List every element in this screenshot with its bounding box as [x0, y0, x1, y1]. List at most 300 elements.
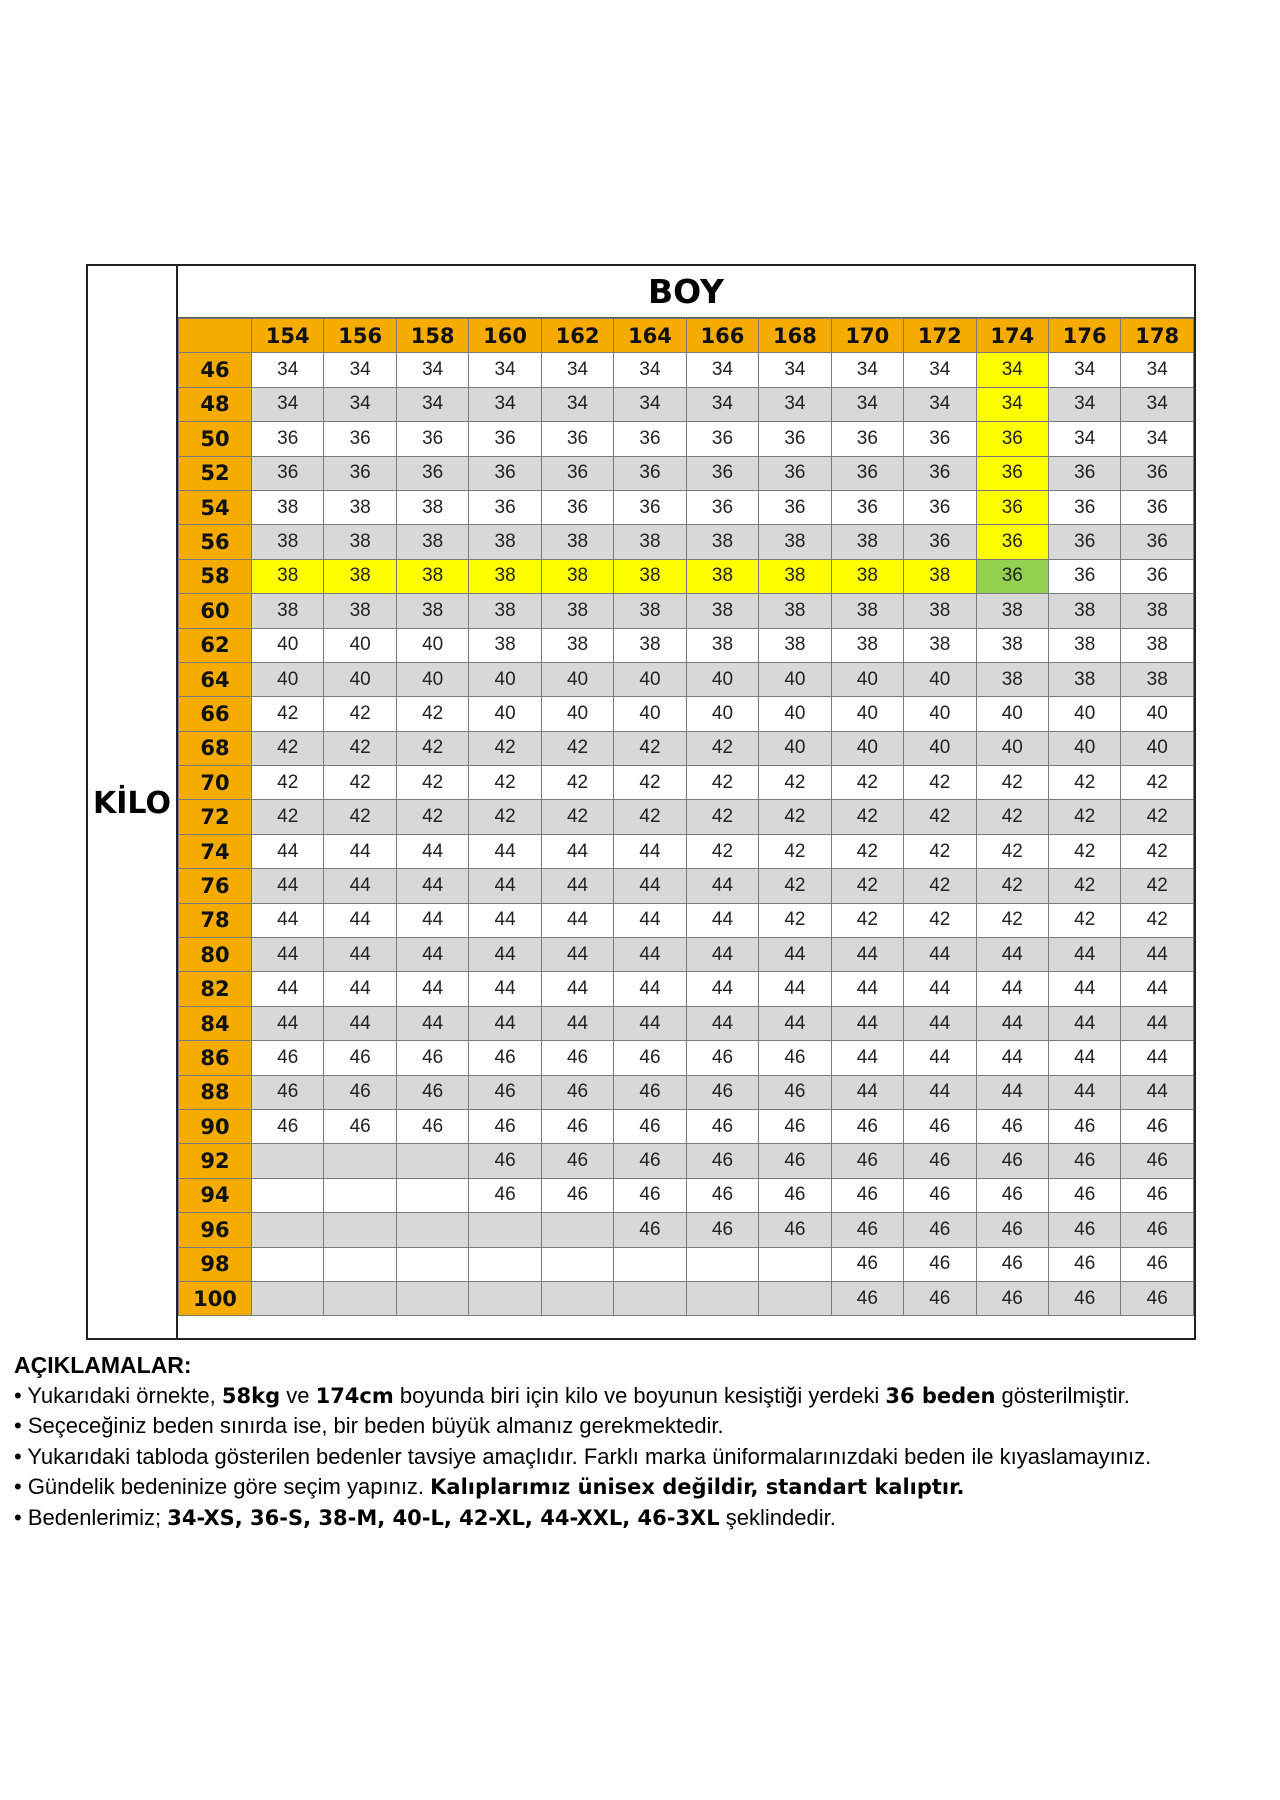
size-cell: 42 — [831, 903, 903, 937]
size-cell: 44 — [1048, 1006, 1120, 1040]
size-cell: 36 — [976, 525, 1048, 559]
note-line-4 — [14, 1472, 1264, 1503]
size-cell: 42 — [904, 903, 976, 937]
size-cell: 42 — [976, 869, 1048, 903]
size-cell: 44 — [252, 938, 324, 972]
weight-header-cell: 80 — [179, 938, 252, 972]
weight-header-cell: 62 — [179, 628, 252, 662]
size-cell: 40 — [904, 662, 976, 696]
size-cell: 34 — [614, 387, 686, 421]
size-cell: 44 — [1048, 1075, 1120, 1109]
size-cell: 34 — [831, 387, 903, 421]
size-cell: 44 — [396, 972, 468, 1006]
size-cell: 42 — [1048, 869, 1120, 903]
size-table — [178, 318, 1194, 1316]
size-cell: 36 — [1048, 559, 1120, 593]
size-cell: 38 — [686, 559, 758, 593]
size-cell: 34 — [541, 353, 613, 387]
size-cell: 46 — [1048, 1281, 1120, 1315]
note-bold: 36 beden — [885, 1383, 996, 1408]
size-cell: 46 — [904, 1213, 976, 1247]
corner-cell — [179, 319, 252, 353]
size-cell: 46 — [252, 1041, 324, 1075]
size-cell: 40 — [541, 662, 613, 696]
size-cell: 46 — [1121, 1213, 1194, 1247]
size-cell: 36 — [976, 490, 1048, 524]
size-cell: 40 — [904, 731, 976, 765]
size-cell: 36 — [686, 422, 758, 456]
size-cell: 44 — [541, 972, 613, 1006]
note-text: • Yukarıdaki örnekte, — [14, 1382, 222, 1408]
table-row — [179, 662, 1194, 696]
size-cell: 38 — [759, 559, 831, 593]
size-cell: 38 — [469, 525, 541, 559]
size-cell: 42 — [1121, 766, 1194, 800]
size-cell: 46 — [614, 1213, 686, 1247]
size-cell: 42 — [759, 869, 831, 903]
weight-header-cell: 70 — [179, 766, 252, 800]
size-cell: 40 — [541, 697, 613, 731]
size-cell: 44 — [831, 1075, 903, 1109]
size-cell: 42 — [1048, 766, 1120, 800]
size-cell: 44 — [469, 1006, 541, 1040]
size-cell: 38 — [252, 490, 324, 524]
height-header-cell: 170 — [831, 319, 903, 353]
size-cell: 46 — [686, 1213, 758, 1247]
size-cell: 36 — [976, 559, 1048, 593]
size-cell: 36 — [541, 490, 613, 524]
size-cell: 44 — [252, 834, 324, 868]
size-cell — [252, 1281, 324, 1315]
size-cell: 42 — [976, 766, 1048, 800]
size-cell: 36 — [469, 490, 541, 524]
size-cell: 42 — [1121, 800, 1194, 834]
size-cell: 42 — [396, 697, 468, 731]
size-cell: 46 — [541, 1041, 613, 1075]
size-cell: 46 — [976, 1213, 1048, 1247]
size-cell: 40 — [252, 628, 324, 662]
size-cell: 46 — [831, 1247, 903, 1281]
size-cell: 38 — [686, 594, 758, 628]
size-cell: 36 — [396, 422, 468, 456]
size-cell: 40 — [324, 662, 396, 696]
size-cell: 46 — [614, 1109, 686, 1143]
size-cell: 38 — [614, 525, 686, 559]
size-cell: 36 — [831, 490, 903, 524]
size-cell: 42 — [686, 731, 758, 765]
size-cell — [396, 1281, 468, 1315]
note-line-2: • Seçeceğiniz beden sınırda ise, bir beden büyük almanız gerekmektedir. — [14, 1413, 724, 1438]
size-cell: 38 — [324, 594, 396, 628]
size-cell: 40 — [396, 628, 468, 662]
note-text: ve — [280, 1382, 316, 1408]
size-cell: 46 — [904, 1144, 976, 1178]
size-cell: 44 — [396, 869, 468, 903]
size-cell: 46 — [1121, 1247, 1194, 1281]
size-cell: 34 — [759, 353, 831, 387]
size-cell: 42 — [759, 903, 831, 937]
table-row — [179, 697, 1194, 731]
height-header-cell: 178 — [1121, 319, 1194, 353]
size-cell: 36 — [831, 422, 903, 456]
table-row — [179, 972, 1194, 1006]
size-cell: 44 — [541, 869, 613, 903]
size-cell: 38 — [396, 594, 468, 628]
size-cell — [469, 1247, 541, 1281]
size-cell: 42 — [831, 869, 903, 903]
size-cell: 42 — [904, 766, 976, 800]
table-row — [179, 353, 1194, 387]
size-cell: 36 — [1048, 490, 1120, 524]
size-cell: 42 — [904, 834, 976, 868]
size-cell: 40 — [614, 697, 686, 731]
weight-header-cell: 86 — [179, 1041, 252, 1075]
size-cell: 42 — [469, 731, 541, 765]
size-cell — [396, 1144, 468, 1178]
size-cell: 46 — [469, 1178, 541, 1212]
size-cell: 44 — [614, 972, 686, 1006]
height-header-cell: 156 — [324, 319, 396, 353]
size-cell: 34 — [324, 353, 396, 387]
size-cell: 36 — [759, 422, 831, 456]
size-cell: 42 — [614, 731, 686, 765]
table-row — [179, 1281, 1194, 1315]
size-cell: 38 — [831, 559, 903, 593]
size-cell: 44 — [904, 1041, 976, 1075]
size-cell: 44 — [541, 834, 613, 868]
size-cell: 38 — [759, 594, 831, 628]
size-cell: 46 — [759, 1041, 831, 1075]
size-cell: 38 — [324, 525, 396, 559]
size-cell: 46 — [1048, 1213, 1120, 1247]
size-cell: 34 — [976, 353, 1048, 387]
size-cell: 46 — [686, 1041, 758, 1075]
height-header-cell: 172 — [904, 319, 976, 353]
size-cell: 44 — [396, 1006, 468, 1040]
weight-header-cell: 60 — [179, 594, 252, 628]
size-cell: 42 — [252, 731, 324, 765]
size-cell: 46 — [1048, 1247, 1120, 1281]
height-header-row — [179, 319, 1194, 353]
size-cell: 34 — [1121, 387, 1194, 421]
size-cell — [541, 1213, 613, 1247]
size-cell: 34 — [469, 387, 541, 421]
size-cell: 46 — [831, 1109, 903, 1143]
table-row — [179, 1109, 1194, 1143]
size-cell: 36 — [1121, 490, 1194, 524]
size-cell: 44 — [976, 938, 1048, 972]
size-cell: 44 — [469, 972, 541, 1006]
size-cell: 44 — [831, 938, 903, 972]
size-cell: 42 — [252, 800, 324, 834]
size-cell: 44 — [831, 972, 903, 1006]
size-cell: 36 — [469, 456, 541, 490]
size-cell: 44 — [324, 903, 396, 937]
size-cell: 42 — [831, 834, 903, 868]
height-header-cell: 164 — [614, 319, 686, 353]
height-header-cell: 176 — [1048, 319, 1120, 353]
size-cell: 40 — [469, 662, 541, 696]
size-cell: 44 — [324, 869, 396, 903]
size-cell — [324, 1247, 396, 1281]
table-row — [179, 1041, 1194, 1075]
size-cell: 42 — [324, 800, 396, 834]
size-cell: 44 — [324, 834, 396, 868]
size-cell — [469, 1281, 541, 1315]
size-cell: 42 — [614, 766, 686, 800]
size-cell: 42 — [976, 834, 1048, 868]
table-row — [179, 387, 1194, 421]
size-cell: 44 — [686, 972, 758, 1006]
weight-header-cell: 78 — [179, 903, 252, 937]
note-text: • Gündelik bedeninize göre seçim yapınız. — [14, 1474, 431, 1499]
size-cell: 46 — [759, 1178, 831, 1212]
size-cell: 42 — [396, 766, 468, 800]
weight-header-cell: 64 — [179, 662, 252, 696]
kilo-axis-label: KİLO — [93, 786, 171, 821]
size-cell: 42 — [1048, 834, 1120, 868]
size-table-body — [179, 353, 1194, 1316]
table-row — [179, 1075, 1194, 1109]
size-cell: 40 — [1121, 731, 1194, 765]
size-cell: 46 — [1121, 1281, 1194, 1315]
size-cell: 42 — [904, 800, 976, 834]
size-cell: 46 — [831, 1281, 903, 1315]
size-cell: 42 — [1048, 903, 1120, 937]
size-cell: 38 — [831, 594, 903, 628]
size-cell: 36 — [324, 456, 396, 490]
weight-header-cell: 96 — [179, 1213, 252, 1247]
size-cell: 34 — [469, 353, 541, 387]
size-cell: 38 — [904, 559, 976, 593]
size-cell: 46 — [1048, 1109, 1120, 1143]
table-row — [179, 1213, 1194, 1247]
size-cell: 46 — [1048, 1144, 1120, 1178]
size-cell: 38 — [759, 628, 831, 662]
size-cell: 34 — [904, 353, 976, 387]
weight-header-cell: 56 — [179, 525, 252, 559]
size-cell: 34 — [252, 387, 324, 421]
size-cell: 38 — [541, 559, 613, 593]
size-cell: 40 — [396, 662, 468, 696]
size-cell: 42 — [759, 766, 831, 800]
size-cell: 38 — [686, 525, 758, 559]
size-cell: 42 — [469, 800, 541, 834]
size-cell: 40 — [1048, 731, 1120, 765]
size-cell: 44 — [1121, 938, 1194, 972]
size-cell: 44 — [614, 938, 686, 972]
size-cell: 34 — [686, 387, 758, 421]
size-cell: 46 — [614, 1075, 686, 1109]
size-cell: 42 — [1048, 800, 1120, 834]
size-cell: 42 — [759, 800, 831, 834]
size-cell: 44 — [252, 903, 324, 937]
size-cell: 34 — [396, 353, 468, 387]
size-cell: 42 — [1121, 869, 1194, 903]
size-cell: 46 — [1048, 1178, 1120, 1212]
size-cell: 42 — [324, 731, 396, 765]
size-cell: 40 — [469, 697, 541, 731]
table-row — [179, 559, 1194, 593]
size-cell: 34 — [396, 387, 468, 421]
size-cell: 44 — [686, 1006, 758, 1040]
size-cell: 38 — [976, 628, 1048, 662]
size-cell: 46 — [614, 1178, 686, 1212]
size-cell: 44 — [759, 972, 831, 1006]
weight-header-cell: 50 — [179, 422, 252, 456]
size-cell: 44 — [686, 903, 758, 937]
size-cell: 36 — [686, 456, 758, 490]
weight-header-cell: 72 — [179, 800, 252, 834]
weight-header-cell: 76 — [179, 869, 252, 903]
size-cell: 36 — [1048, 525, 1120, 559]
size-cell: 38 — [541, 594, 613, 628]
size-cell: 44 — [469, 869, 541, 903]
weight-header-cell: 94 — [179, 1178, 252, 1212]
size-cell: 36 — [469, 422, 541, 456]
height-header-cell: 174 — [976, 319, 1048, 353]
size-cell — [614, 1247, 686, 1281]
size-cell: 44 — [324, 1006, 396, 1040]
size-cell: 34 — [1048, 422, 1120, 456]
size-cell: 34 — [759, 387, 831, 421]
size-cell: 46 — [1121, 1178, 1194, 1212]
size-cell: 46 — [1121, 1109, 1194, 1143]
size-cell: 42 — [541, 731, 613, 765]
table-row — [179, 834, 1194, 868]
size-cell: 42 — [686, 834, 758, 868]
size-cell: 46 — [759, 1075, 831, 1109]
weight-header-cell: 82 — [179, 972, 252, 1006]
size-cell: 42 — [252, 697, 324, 731]
size-cell: 46 — [759, 1213, 831, 1247]
size-cell: 46 — [904, 1281, 976, 1315]
size-cell — [396, 1247, 468, 1281]
size-cell: 42 — [541, 766, 613, 800]
size-cell: 38 — [252, 525, 324, 559]
size-cell: 44 — [831, 1006, 903, 1040]
size-cell: 38 — [252, 594, 324, 628]
size-cell: 44 — [686, 938, 758, 972]
table-row — [179, 766, 1194, 800]
size-cell: 42 — [904, 869, 976, 903]
size-cell: 40 — [976, 697, 1048, 731]
size-cell: 38 — [1121, 594, 1194, 628]
weight-header-cell: 74 — [179, 834, 252, 868]
size-cell: 36 — [396, 456, 468, 490]
size-cell: 46 — [324, 1041, 396, 1075]
size-cell: 38 — [831, 525, 903, 559]
size-cell: 34 — [252, 353, 324, 387]
size-cell: 44 — [614, 1006, 686, 1040]
size-cell: 42 — [252, 766, 324, 800]
size-cell: 46 — [904, 1178, 976, 1212]
size-cell: 44 — [1121, 1006, 1194, 1040]
notes-section — [14, 1350, 1264, 1533]
note-text: şeklindedir. — [719, 1504, 836, 1530]
size-cell — [469, 1213, 541, 1247]
size-cell: 42 — [686, 766, 758, 800]
size-cell: 38 — [396, 490, 468, 524]
size-cell: 40 — [759, 662, 831, 696]
size-cell: 36 — [541, 456, 613, 490]
size-cell: 42 — [614, 800, 686, 834]
note-text: boyunda biri için kilo ve boyunun kesiştiği yerdeki — [393, 1382, 886, 1408]
size-cell: 40 — [904, 697, 976, 731]
size-cell: 46 — [469, 1109, 541, 1143]
size-cell: 42 — [1121, 903, 1194, 937]
size-cell: 44 — [976, 1006, 1048, 1040]
size-cell: 46 — [831, 1213, 903, 1247]
weight-header-cell: 52 — [179, 456, 252, 490]
size-cell: 44 — [1048, 972, 1120, 1006]
size-cell: 34 — [1048, 387, 1120, 421]
table-row — [179, 938, 1194, 972]
size-cell — [541, 1281, 613, 1315]
size-cell: 44 — [831, 1041, 903, 1075]
size-cell: 40 — [759, 731, 831, 765]
size-cell: 40 — [614, 662, 686, 696]
size-cell — [686, 1281, 758, 1315]
size-cell: 38 — [614, 628, 686, 662]
size-cell: 36 — [1121, 456, 1194, 490]
size-cell: 46 — [396, 1041, 468, 1075]
kilo-column — [88, 266, 178, 1338]
size-cell: 38 — [1048, 662, 1120, 696]
size-cell: 36 — [614, 422, 686, 456]
size-cell: 42 — [1121, 834, 1194, 868]
size-cell: 44 — [324, 972, 396, 1006]
size-cell: 44 — [396, 938, 468, 972]
size-cell: 36 — [614, 456, 686, 490]
size-cell: 46 — [469, 1144, 541, 1178]
size-cell: 38 — [759, 525, 831, 559]
size-cell: 46 — [759, 1109, 831, 1143]
size-cell: 44 — [396, 903, 468, 937]
size-cell: 44 — [541, 1006, 613, 1040]
table-row — [179, 422, 1194, 456]
size-cell: 38 — [469, 559, 541, 593]
size-cell: 36 — [904, 525, 976, 559]
weight-header-cell: 66 — [179, 697, 252, 731]
size-cell — [252, 1247, 324, 1281]
size-cell: 40 — [976, 731, 1048, 765]
size-cell: 44 — [759, 938, 831, 972]
note-bold: 34-XS, 36-S, 38-M, 40-L, 42-XL, 44-XXL, 46-3XL — [167, 1505, 720, 1530]
size-cell: 40 — [831, 731, 903, 765]
size-cell: 38 — [976, 662, 1048, 696]
size-cell: 40 — [686, 662, 758, 696]
size-cell: 38 — [904, 628, 976, 662]
size-cell: 44 — [976, 972, 1048, 1006]
table-row — [179, 800, 1194, 834]
size-cell: 42 — [324, 766, 396, 800]
table-row — [179, 456, 1194, 490]
size-cell: 46 — [541, 1144, 613, 1178]
size-cell: 44 — [1121, 1041, 1194, 1075]
size-cell: 36 — [759, 456, 831, 490]
size-cell: 38 — [1048, 594, 1120, 628]
size-cell: 44 — [686, 869, 758, 903]
size-cell — [759, 1281, 831, 1315]
size-cell — [614, 1281, 686, 1315]
size-cell: 40 — [1121, 697, 1194, 731]
size-cell: 44 — [1121, 1075, 1194, 1109]
size-cell: 46 — [324, 1109, 396, 1143]
size-cell: 38 — [324, 490, 396, 524]
size-cell: 46 — [759, 1144, 831, 1178]
height-header-cell: 154 — [252, 319, 324, 353]
